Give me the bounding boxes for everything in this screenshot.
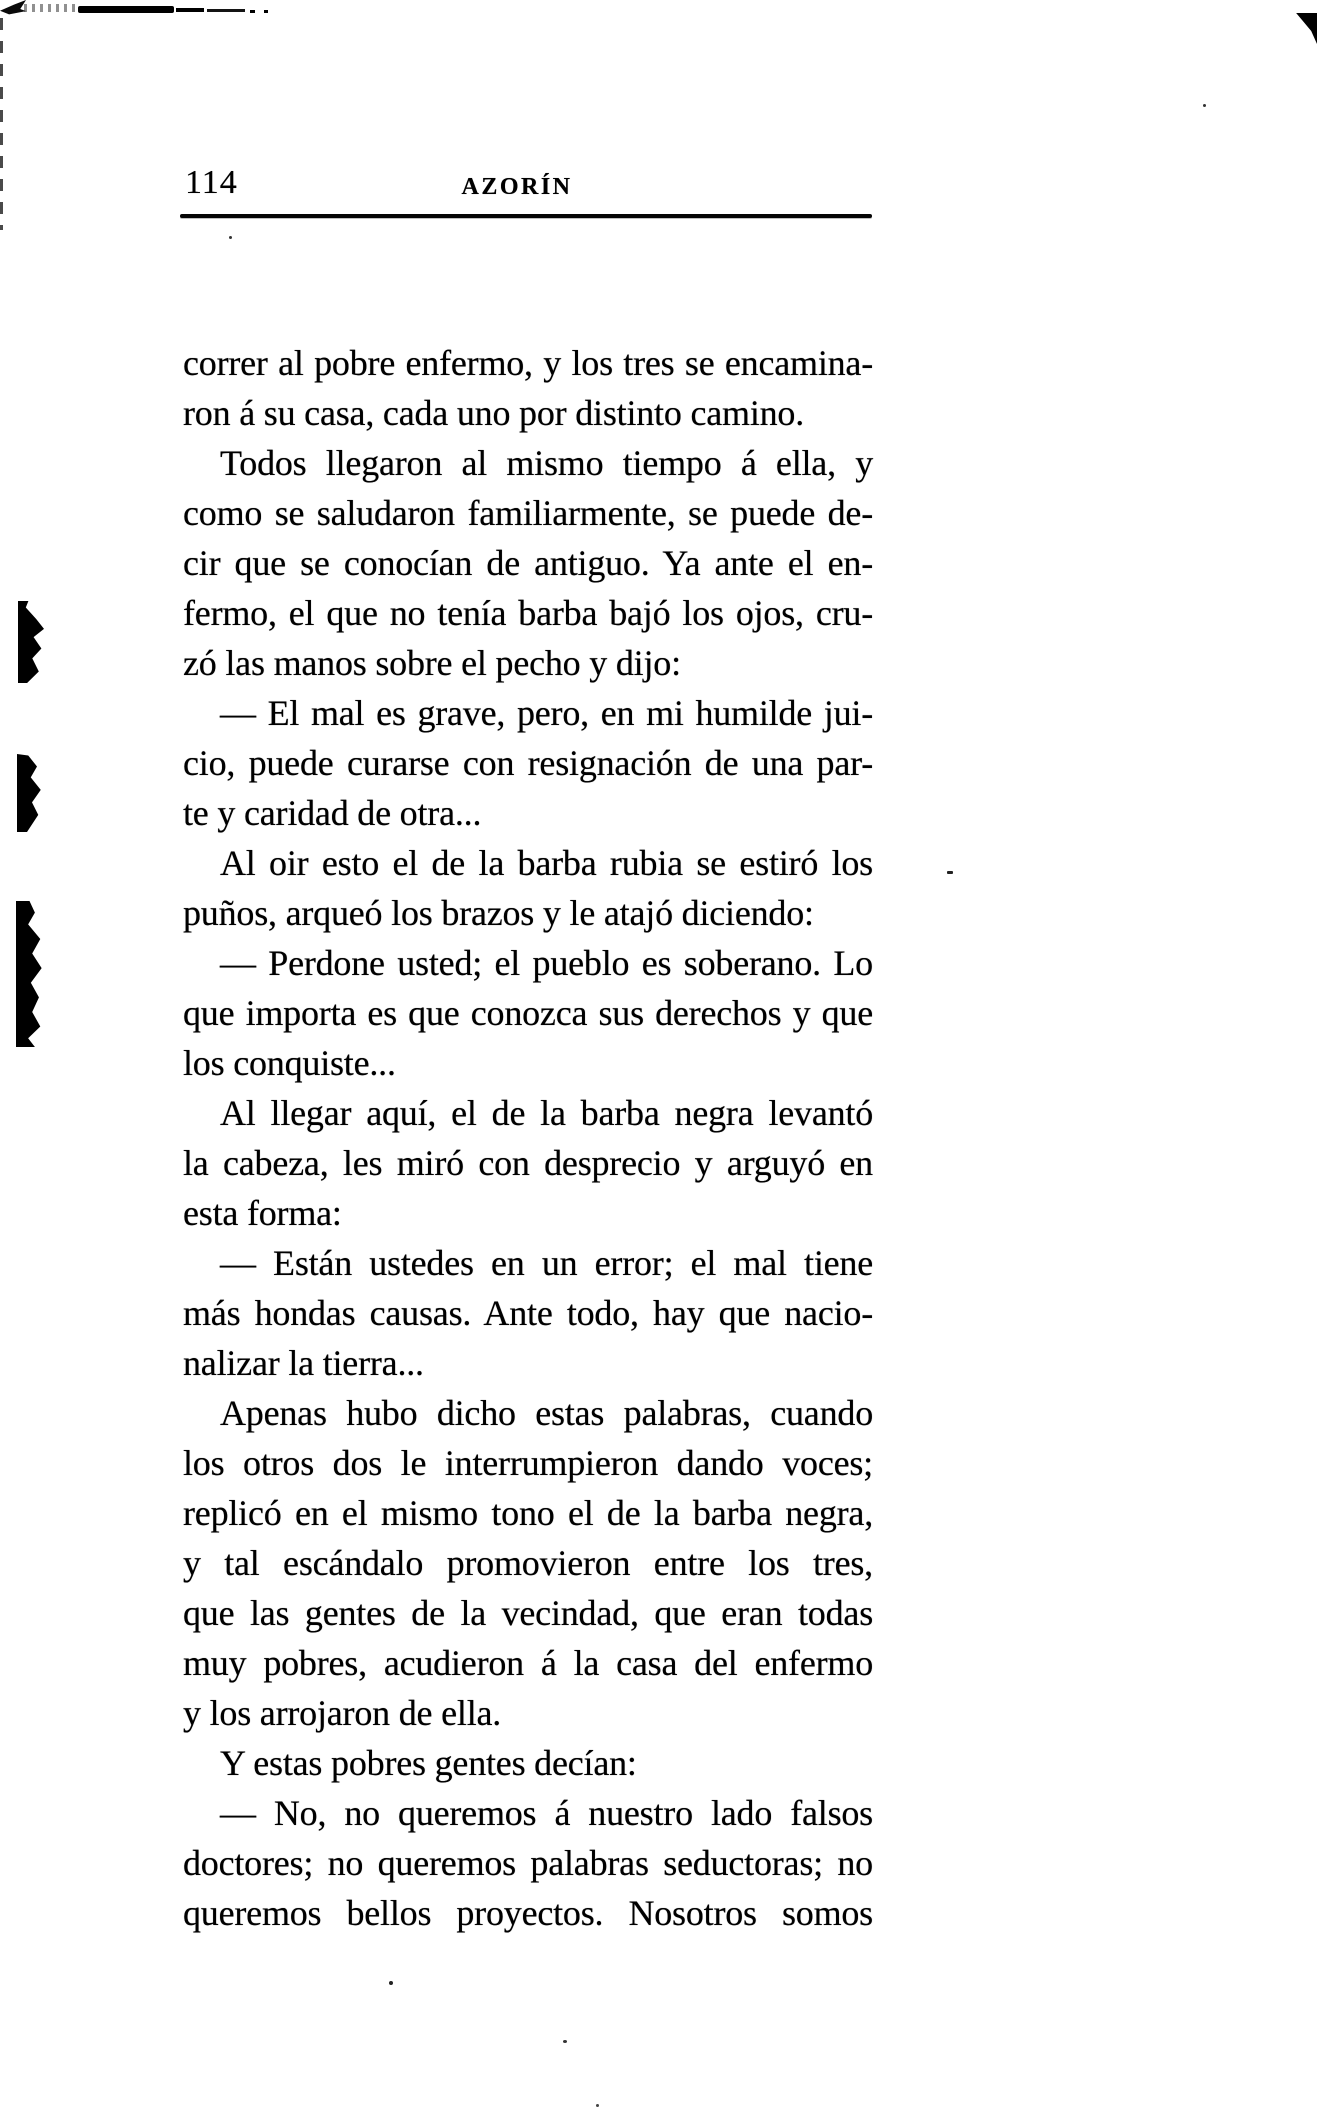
scan-speck	[596, 2104, 599, 2107]
text-line: nalizar la tierra...	[183, 1343, 424, 1383]
running-header: AZORÍN	[461, 174, 573, 200]
text-line: — Están ustedes en un error; el mal tiene	[220, 1243, 873, 1283]
text-line: — El mal es grave, pero, en mi humilde jui-	[220, 693, 873, 733]
page-number: 114	[185, 164, 238, 201]
scan-speck	[389, 1981, 393, 1985]
body-text	[183, 338, 873, 1938]
text-line: te y caridad de otra...	[183, 793, 482, 833]
header-rule	[180, 214, 872, 218]
scan-smudge-scribble	[24, 4, 76, 12]
text-line: cir que se conocían de antiguo. Ya ante el en-	[183, 543, 873, 583]
text-line: que importa es que conozca sus derechos y que	[183, 993, 873, 1033]
text-line: puños, arqueó los brazos y le atajó diciendo:	[183, 893, 814, 933]
text-line: cio, puede curarse con resignación de una par-	[183, 743, 873, 783]
text-line: muy pobres, acudieron á la casa del enfermo	[183, 1643, 873, 1683]
scan-smudge-segment	[207, 9, 245, 12]
text-line: queremos bellos proyectos. Nosotros somos	[183, 1893, 873, 1933]
text-line: la cabeza, les miró con desprecio y arguyó en	[183, 1143, 873, 1183]
text-line: como se saludaron familiarmente, se puede de-	[183, 493, 873, 533]
text-line: Y estas pobres gentes decían:	[220, 1743, 637, 1783]
scan-smudge-dot	[250, 10, 255, 13]
text-line: los otros dos le interrumpieron dando voces;	[183, 1443, 873, 1483]
text-line: correr al pobre enfermo, y los tres se encamina-	[183, 343, 873, 383]
scan-smudge-line	[78, 6, 174, 13]
left-edge-ink-mark	[18, 601, 44, 683]
scan-smudge-dot	[264, 10, 268, 13]
text-line: Al llegar aquí, el de la barba negra levantó	[220, 1093, 873, 1133]
text-line: esta forma:	[183, 1193, 342, 1233]
scan-speck	[229, 236, 232, 239]
text-line: — No, no queremos á nuestro lado falsos	[220, 1793, 873, 1833]
scan-speck	[947, 871, 953, 874]
text-line: Al oir esto el de la barba rubia se estiró los	[220, 843, 873, 883]
text-line: Apenas hubo dicho estas palabras, cuando	[220, 1393, 873, 1433]
text-line: y los arrojaron de ella.	[183, 1693, 502, 1733]
text-line: doctores; no queremos palabras seductoras; no	[183, 1843, 873, 1883]
text-line: más hondas causas. Ante todo, hay que nacio-	[183, 1293, 873, 1333]
right-edge-dashed-mark	[0, 18, 3, 230]
left-edge-ink-mark	[16, 901, 43, 1047]
text-line: zó las manos sobre el pecho y dijo:	[183, 643, 681, 683]
text-line: Todos llegaron al mismo tiempo á ella, y	[220, 443, 873, 483]
page-corner-fold-mark	[1288, 13, 1317, 44]
scan-speck	[1203, 104, 1206, 107]
text-line: que las gentes de la vecindad, que eran todas	[183, 1593, 873, 1633]
scan-smudge-segment	[176, 8, 204, 12]
text-line: — Perdone usted; el pueblo es soberano. Lo	[220, 943, 873, 983]
text-line: y tal escándalo promovieron entre los tres,	[183, 1543, 873, 1583]
text-line: ron á su casa, cada uno por distinto camino.	[183, 393, 805, 433]
left-edge-ink-mark	[17, 754, 42, 832]
text-line: los conquiste...	[183, 1043, 396, 1083]
text-line: fermo, el que no tenía barba bajó los ojos, cru-	[183, 593, 873, 633]
text-line: replicó en el mismo tono el de la barba negra,	[183, 1493, 873, 1533]
scan-speck	[563, 2040, 567, 2043]
margin-arrow-mark	[0, 0, 26, 18]
